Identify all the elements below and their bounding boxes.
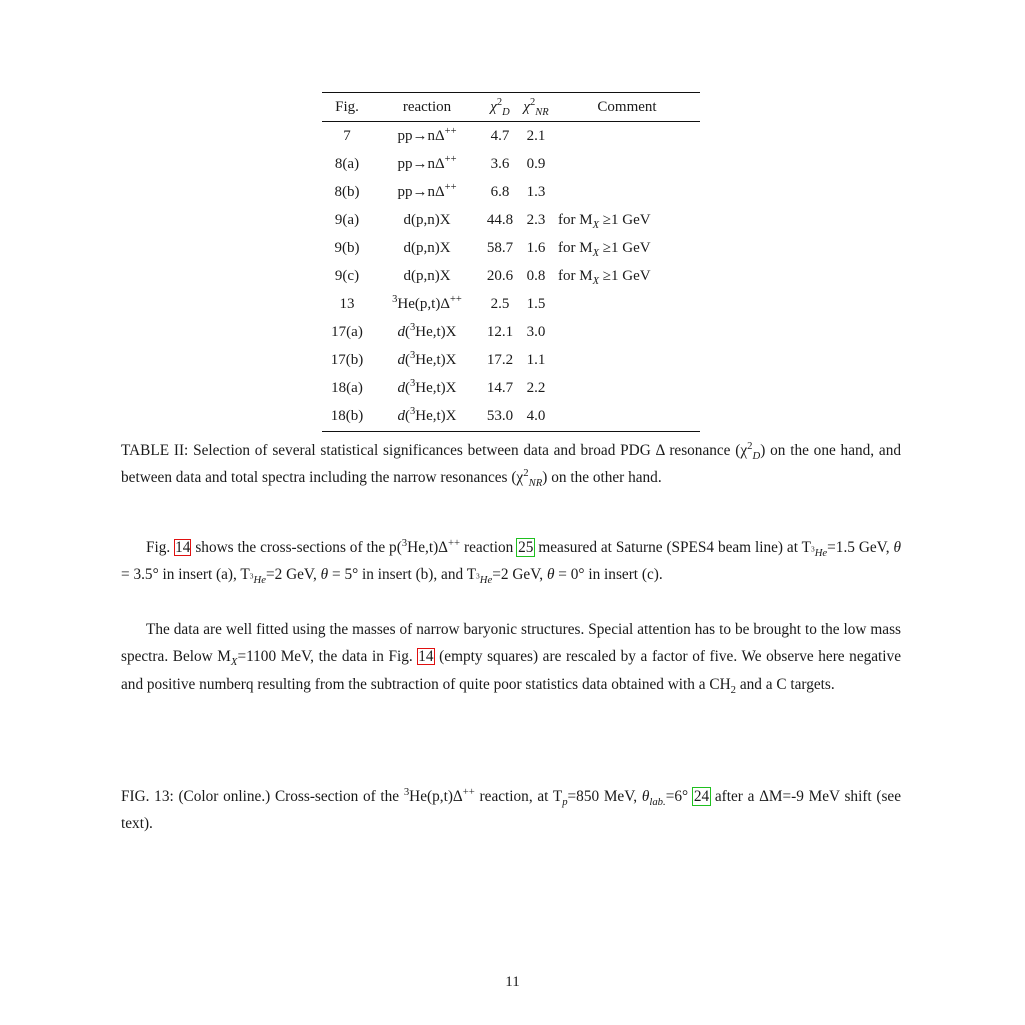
table-row (322, 403, 700, 432)
cell-fig: 17(b) (330, 352, 364, 369)
cell-reaction: d($^3$He,t)X (397, 322, 457, 341)
header-chi-nr (518, 93, 554, 122)
cell-chi-nr: 0.8 (526, 268, 546, 285)
body-paragraph-1 (121, 534, 901, 589)
reaction-sup: ++ (444, 181, 457, 193)
reaction-italic: d (397, 352, 405, 369)
reaction-text: pp→nΔ (397, 127, 445, 144)
cell-fig: 17(a) (331, 324, 363, 341)
cell-chi-d: 12.1 (486, 324, 514, 341)
header-reaction: reaction (372, 93, 482, 122)
cell-chi-d: 44.8 (486, 211, 514, 228)
he-sub: He (814, 547, 828, 560)
header-chi-d-sub: D (502, 106, 510, 118)
page-number: 11 (505, 974, 520, 990)
he-sub: He (253, 574, 266, 587)
isotope-sup: 3 (476, 571, 480, 581)
table-row (322, 234, 700, 262)
text-run: He(p,t)Δ (409, 788, 463, 805)
cell-fig: 7 (343, 127, 351, 144)
text-run: after a ΔM=-9 MeV shift (see text). (121, 788, 902, 833)
cell-chi-d: 58.7 (486, 239, 514, 256)
cell-chi-nr: 1.3 (526, 183, 546, 200)
significance-table (322, 92, 700, 432)
table-row (322, 122, 700, 151)
cell-chi-d: 3.6 (490, 155, 510, 172)
cell-reaction: d($^3$He,t)X (397, 350, 457, 369)
reaction-sup: ++ (444, 153, 457, 165)
header-chi-d (482, 93, 518, 122)
caption-text: ) on the one hand, and between data and total spectra including the narrow resonances (χ (121, 442, 901, 487)
caption-sub: D (752, 450, 761, 463)
mass-sub: X (230, 656, 238, 669)
isotope-sup: 3 (249, 571, 254, 581)
cell-comment (554, 122, 700, 151)
text-run: = 3.5° in insert (a), T (121, 566, 250, 584)
caption-sup: 2 (523, 467, 529, 480)
energy-sub (249, 571, 266, 587)
reaction-text: He,t)X (415, 408, 457, 425)
table-row (322, 347, 700, 375)
comment-pre: for M (558, 211, 593, 228)
table-row (322, 262, 700, 290)
table-row (322, 319, 700, 347)
header-comment: Comment (554, 93, 700, 122)
cell-reaction: d(p,n)X (403, 239, 451, 256)
text-run: He,t)Δ (407, 539, 448, 556)
reaction-text: He,t)X (415, 380, 457, 397)
theta-symbol: θ (641, 788, 650, 805)
formula-sub: 2 (730, 683, 736, 696)
cell-comment (554, 234, 700, 262)
reaction-pre-sup: 3 (410, 406, 416, 418)
cell-fig: 8(a) (334, 155, 360, 172)
comment-post: ≥1 GeV (599, 268, 651, 285)
cell-reaction: d($^3$He,t)X (397, 406, 457, 425)
cell-fig: 9(c) (334, 268, 360, 285)
cell-reaction (372, 291, 482, 319)
citation-25-link[interactable]: 25 (518, 539, 534, 556)
caption-sub: NR (528, 477, 543, 490)
text-run: =1.5 GeV, (827, 539, 894, 556)
caption-sup: 2 (747, 439, 753, 452)
reaction-pre-sup: 3 (410, 322, 416, 334)
reaction-text: pp→nΔ (397, 183, 445, 200)
text-run: = 5° in insert (b), and T (328, 566, 477, 584)
table-row (322, 178, 700, 206)
cell-fig: 9(b) (334, 239, 360, 256)
text-run: reaction (460, 539, 518, 556)
cell-chi-d: 6.8 (490, 183, 510, 200)
comment-sub: X (592, 276, 599, 288)
cell-reaction: d(p,n)X (403, 211, 451, 228)
cell-chi-nr: 0.9 (526, 155, 546, 172)
cell-chi-nr: 2.2 (526, 380, 546, 397)
theta-symbol: θ (320, 566, 329, 584)
cell-chi-nr: 3.0 (526, 324, 546, 341)
he-sub: He (479, 574, 493, 587)
cell-comment (554, 150, 700, 178)
cell-fig: 8(b) (334, 183, 360, 200)
cell-comment (554, 178, 700, 206)
table-row (322, 291, 700, 319)
theta-symbol: θ (893, 539, 901, 556)
header-chi-d-sup: 2 (496, 96, 503, 108)
caption-text: ) on the other hand. (542, 469, 662, 487)
comment-post: ≥1 GeV (599, 211, 651, 228)
reaction-italic: d (397, 408, 405, 425)
body-paragraph-2 (121, 616, 901, 698)
citation-24-link[interactable]: 24 (693, 788, 710, 805)
figure-caption (121, 783, 901, 838)
reaction-italic: d (397, 380, 405, 397)
table-body (322, 122, 700, 432)
cell-fig: 13 (339, 296, 355, 313)
table-row (322, 206, 700, 234)
comment-pre: for M (558, 239, 593, 256)
cell-chi-d: 20.6 (486, 268, 514, 285)
cell-chi-d: 14.7 (486, 380, 514, 397)
text-run: The data are well fitted using the masses of narrow baryonic structures. Special attention has to be brought to the low mass spectra. Below M (121, 621, 901, 666)
charge-sup: ++ (462, 785, 475, 798)
table-header-row (322, 93, 700, 122)
reaction-sup: ++ (449, 294, 462, 306)
theta-symbol: θ (546, 566, 555, 584)
cell-fig: 18(a) (331, 380, 363, 397)
text-run: shows the cross-sections of the p( (191, 539, 402, 556)
reaction-sup: ++ (444, 125, 457, 137)
text-run: =2 GeV, (265, 566, 321, 584)
proton-sub: p (562, 796, 568, 809)
text-run: and a C targets. (736, 675, 835, 693)
comment-sub: X (592, 219, 599, 231)
text-run: =1100 MeV, the data in Fig. (237, 648, 418, 666)
text-run: Fig. (146, 539, 175, 556)
table-row (322, 375, 700, 403)
cell-chi-nr: 4.0 (526, 408, 546, 425)
cell-chi-nr: 1.5 (526, 296, 546, 313)
reaction-text: pp→nΔ (397, 155, 445, 172)
comment-sub: X (592, 247, 599, 259)
cell-chi-d: 17.2 (486, 352, 514, 369)
lab-sub: lab. (649, 796, 666, 809)
cell-comment (554, 347, 700, 375)
cell-chi-nr: 2.1 (526, 127, 546, 144)
charge-sup: ++ (448, 536, 461, 549)
energy-sub (476, 571, 493, 587)
reaction-text: He(p,t)Δ (397, 296, 450, 313)
header-chi-nr-sup: 2 (529, 96, 536, 108)
header-chi-d-symbol: χ (490, 98, 497, 115)
header-chi-nr-sub: NR (535, 106, 549, 118)
header-chi-nr-symbol: χ (523, 98, 530, 115)
cell-reaction (372, 178, 482, 206)
text-run: =2 GeV, (492, 566, 547, 584)
cell-chi-d: 53.0 (486, 408, 514, 425)
figure-14-link[interactable]: 14 (175, 539, 191, 556)
cell-fig: 9(a) (334, 211, 360, 228)
cell-chi-nr: 2.3 (526, 211, 546, 228)
cell-fig: 18(b) (330, 408, 364, 425)
comment-pre: for M (558, 268, 593, 285)
cell-reaction (372, 150, 482, 178)
cell-comment (554, 403, 700, 432)
isotope-sup: 3 (810, 544, 815, 554)
table-row (322, 150, 700, 178)
cell-reaction: d($^3$He,t)X (397, 378, 457, 397)
text-run: measured at Saturne (SPES4 beam line) at T (534, 539, 811, 556)
caption-text: TABLE II: Selection of several statistical significances between data and broad PDG Δ resonance (χ (121, 442, 748, 459)
cell-chi-d: 2.5 (490, 296, 510, 313)
cell-reaction (372, 122, 482, 151)
cell-comment (554, 375, 700, 403)
table-caption (121, 437, 901, 492)
reaction-pre-sup: 3 (410, 378, 416, 390)
text-run: FIG. 13: (Color online.) Cross-section of the (121, 788, 404, 805)
reaction-pre-sup: 3 (392, 294, 398, 306)
text-run: reaction, at T (474, 788, 563, 805)
isotope-sup: 3 (403, 785, 410, 798)
cell-chi-d: 4.7 (490, 127, 510, 144)
cell-comment (554, 262, 700, 290)
header-fig: Fig. (322, 93, 372, 122)
text-run: (empty squares) are rescaled by a factor of five. We observe here negative and positive numberq resulting from the subtraction of quite poor statistics data obtained with a CH (121, 648, 901, 693)
cell-comment (554, 206, 700, 234)
cell-reaction: d(p,n)X (403, 268, 451, 285)
cell-chi-nr: 1.1 (526, 352, 546, 369)
reaction-text: He,t)X (415, 324, 457, 341)
cell-comment (554, 291, 700, 319)
cell-chi-nr: 1.6 (526, 239, 546, 256)
text-run: = 0° in insert (c). (554, 566, 663, 584)
comment-post: ≥1 GeV (599, 239, 651, 256)
energy-sub (810, 544, 828, 560)
reaction-pre-sup: 3 (410, 350, 416, 362)
reaction-text: He,t)X (415, 352, 457, 369)
text-run: =850 MeV, (567, 788, 642, 805)
text-run: =6° (665, 788, 693, 805)
figure-14-link[interactable]: 14 (418, 648, 434, 666)
isotope-sup: 3 (401, 536, 408, 549)
reaction-italic: d (397, 324, 405, 341)
cell-comment (554, 319, 700, 347)
